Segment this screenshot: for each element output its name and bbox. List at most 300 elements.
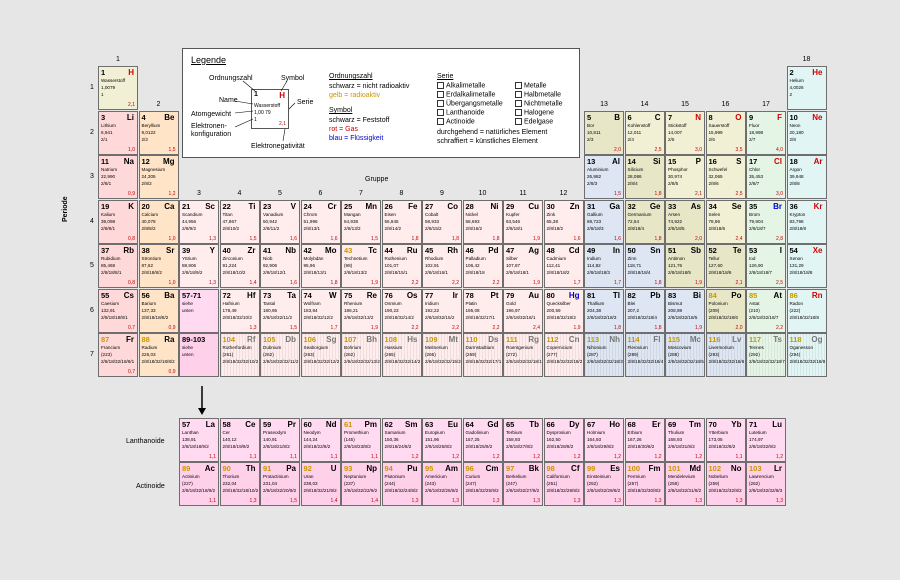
electronegativity: 1,9 (573, 324, 581, 331)
element-cell-fl (625, 333, 665, 377)
atomic-number: 14 (627, 157, 636, 166)
element-symbol: Re (366, 290, 377, 300)
electronegativity: 1,4 (330, 498, 338, 504)
element-name: Silicium (627, 167, 644, 172)
element-name: Lawrencium (749, 474, 774, 479)
element-cell-rb (98, 244, 138, 288)
element-cell-cs (98, 289, 138, 333)
atomic-mass: unten (182, 352, 194, 357)
atomic-mass: 127,60 (708, 263, 723, 268)
element-cell-re (341, 289, 381, 333)
electronegativity: 0,7 (128, 369, 135, 375)
element-symbol: Fl (653, 335, 661, 344)
atomic-number: 81 (587, 290, 596, 300)
atomic-number: 53 (749, 246, 758, 255)
electronegativity: 2,2 (452, 280, 459, 286)
element-symbol: Hg (568, 290, 580, 300)
atomic-number: 79 (506, 290, 515, 300)
element-symbol: Sg (326, 335, 337, 344)
atomic-number: 96 (465, 464, 474, 473)
element-symbol: Am (445, 464, 458, 473)
element-name: Europium (425, 430, 445, 435)
atomic-number: 87 (101, 335, 110, 344)
electron-configuration: 2/8/18/18/6 (708, 270, 732, 275)
atomic-number: 13 (587, 157, 596, 166)
electronegativity: 2,1 (735, 280, 743, 286)
electronegativity: 1,6 (290, 235, 297, 242)
atomic-mass: 58,693 (465, 218, 480, 224)
atomic-mass: (263) (303, 352, 315, 357)
element-symbol: Cu (528, 201, 539, 211)
electron-configuration: 2/6 (708, 136, 715, 142)
atomic-number: 89 (182, 464, 191, 473)
element-symbol: W (328, 290, 337, 300)
element-symbol: Fe (408, 201, 418, 211)
element-name: Tantal (263, 300, 276, 306)
element-symbol: Ca (164, 201, 175, 211)
element-symbol: Mo (324, 246, 337, 255)
electron-configuration: 2/8/18/27/8/2 (506, 444, 533, 449)
electron-configuration: 2/8/6 (708, 181, 719, 186)
atomic-number: 45 (425, 246, 434, 255)
atomic-mass: (262) (263, 352, 274, 357)
electron-configuration: 2/8/18/18/7 (749, 270, 772, 275)
electron-configuration: 2/8/18/32/32/18/2 (546, 359, 583, 364)
element-symbol: Sc (205, 201, 215, 211)
atomic-mass: 164,93 (587, 437, 602, 442)
atomic-number: 31 (587, 201, 596, 211)
element-cell-ta (260, 289, 300, 333)
electron-configuration: 2/8/18/32/18/8/2 (141, 359, 175, 364)
period-number: 7 (90, 351, 94, 358)
atomic-number: 89-103 (182, 335, 206, 344)
electronegativity: 0,9 (168, 369, 176, 375)
sample-name: Wasserstoff (254, 103, 281, 109)
element-name: Chrom (303, 211, 318, 217)
atomic-number: 51 (668, 246, 677, 255)
electronegativity: 0,9 (168, 324, 176, 331)
element-cell-tl (584, 289, 624, 333)
electronegativity: 1,8 (452, 235, 459, 242)
period-number: 4 (90, 217, 94, 225)
atomic-mass: (222) (789, 307, 801, 313)
element-cell-s (706, 155, 746, 199)
atomic-number: 75 (344, 290, 353, 300)
atomic-number: 35 (749, 201, 758, 211)
electronegativity: 1,1 (290, 454, 297, 460)
element-name: Platin (465, 300, 477, 306)
atomic-number: 90 (222, 464, 231, 473)
element-name: Lanthan (182, 430, 199, 435)
legend-series-right (515, 82, 563, 127)
element-cell-u (301, 462, 341, 506)
atomic-number: 20 (141, 201, 150, 211)
element-name: Thulium (668, 430, 685, 435)
electronegativity: 2,5 (654, 146, 662, 153)
element-name: Niob (263, 256, 273, 261)
atomic-mass: 50,942 (263, 218, 278, 224)
element-name: Blei (627, 300, 636, 306)
lanthanoide-label: Lanthanoide (126, 438, 165, 445)
electron-configuration: 2/8/18/32/25/8/2 (425, 488, 459, 493)
atomic-mass: 10,811 (587, 129, 601, 135)
element-symbol: Cr (327, 201, 337, 211)
atomic-number: 19 (101, 201, 110, 211)
electron-configuration: 2/8/18/32/9/2 (749, 444, 776, 449)
atomic-number: 60 (303, 420, 312, 429)
element-cell-ce (220, 418, 260, 462)
element-symbol: H (128, 68, 134, 77)
atomic-number: 17 (749, 157, 758, 166)
atomic-mass: 140,91 (263, 437, 278, 442)
atomic-number: 86 (789, 290, 798, 300)
atomic-mass: 107,87 (506, 263, 521, 268)
electron-configuration: 2/8/13/1 (303, 225, 321, 231)
element-cell-pd (463, 244, 503, 288)
element-symbol: Lv (732, 335, 742, 344)
atomic-number: 68 (627, 420, 636, 429)
element-symbol: Ga (609, 201, 620, 211)
electron-configuration: 2/8/18/32/12/2 (303, 314, 333, 320)
element-symbol: Th (245, 464, 256, 473)
element-symbol: Hs (407, 335, 418, 344)
electron-configuration: 2/8/18/32/32/18/3 (587, 359, 623, 364)
legend-series-item (515, 100, 563, 109)
element-name: Phosphor (668, 167, 688, 172)
atomic-mass: 85,468 (101, 263, 116, 268)
electron-configuration: 2/8/18/32/18/4 (627, 314, 657, 320)
electronegativity: 1,3 (411, 498, 419, 504)
atomic-mass: 112,41 (546, 263, 561, 268)
element-name: Stickstoff (668, 122, 687, 128)
legend-name: Name (219, 97, 238, 104)
element-cell-yb (706, 418, 746, 462)
element-cell-xe (787, 244, 827, 288)
atomic-mass: 174,97 (749, 437, 764, 442)
electronegativity: 3,0 (776, 191, 783, 197)
atomic-number: 108 (384, 335, 398, 344)
electron-configuration: 2/8/18/13/1 (303, 270, 327, 275)
period-number: 3 (90, 173, 94, 180)
element-symbol: Es (610, 464, 620, 473)
legend-series-label: Alkalimetalle (446, 82, 486, 90)
electronegativity: 1,6 (330, 235, 338, 242)
element-name: Germanium (627, 211, 652, 217)
electron-configuration: 2/8/18/32/32/10/2 (222, 359, 259, 364)
group-number: 3 (197, 189, 201, 197)
electronegativity: 1,2 (614, 454, 621, 460)
element-name: Helium (789, 78, 804, 83)
element-name: Bismut (668, 300, 683, 306)
atomic-mass: 226,03 (141, 352, 156, 357)
element-symbol: Os (406, 290, 418, 300)
electronegativity: 1,2 (654, 454, 662, 460)
atomic-mass: 114,82 (587, 263, 601, 268)
element-cell-cr (301, 200, 341, 244)
element-name: Holmium (587, 430, 606, 435)
element-cell-bk (503, 462, 543, 506)
electronegativity: 1,7 (573, 280, 581, 286)
electronegativity: 1,8 (492, 235, 500, 242)
atomic-mass: 87,62 (141, 263, 153, 268)
electron-configuration: 2/8/18/8 (789, 225, 807, 231)
atomic-mass: (287) (587, 352, 598, 357)
element-cell-pr (260, 418, 300, 462)
electron-configuration: 2/8/18/18 (465, 270, 485, 275)
element-name: Livermorium (708, 345, 734, 350)
atomic-number: 56 (141, 290, 150, 300)
atomic-number: 49 (587, 246, 596, 255)
atomic-mass: (210) (749, 307, 760, 313)
element-cell-he (787, 66, 827, 110)
atomic-mass: 91,224 (222, 263, 237, 268)
atomic-mass: 6,941 (101, 129, 113, 135)
element-cell-mg (139, 155, 179, 199)
electron-configuration: 2/8/18/32/15/2 (425, 314, 455, 320)
element-name: Zirconium (222, 256, 243, 261)
element-cell-be (139, 111, 179, 155)
electronegativity: 1,9 (695, 324, 702, 331)
element-symbol: Nb (285, 246, 296, 255)
electronegativity: 1,3 (249, 324, 257, 331)
electron-configuration: 2/8/18/32/31/8/2 (668, 488, 702, 493)
electron-configuration: 2/8/18/32/32/14/2 (384, 359, 421, 364)
atomic-mass: 140,12 (222, 437, 237, 442)
electronegativity: 1,4 (249, 280, 257, 286)
atomic-mass: (259) (708, 481, 720, 486)
electronegativity: 1,3 (492, 498, 500, 504)
electronegativity: 2,1 (695, 191, 702, 197)
legend-series-swatch (437, 118, 444, 125)
element-symbol: At (773, 290, 782, 300)
atomic-mass: 15,999 (708, 129, 723, 135)
legend-series-label: Halogene (524, 109, 554, 117)
atomic-number: 113 (587, 335, 600, 344)
atomic-mass: (277) (546, 352, 558, 357)
element-name: Thallium (587, 300, 605, 306)
atomic-mass: (272) (506, 352, 517, 357)
element-cell-w (301, 289, 341, 333)
atomic-number: 34 (708, 201, 717, 211)
element-name: Xenon (789, 256, 803, 261)
element-symbol: Nd (325, 420, 337, 429)
atomic-number: 115 (668, 335, 681, 344)
element-cell-sr (139, 244, 179, 288)
element-name: Astat (749, 300, 760, 306)
element-symbol: Pt (490, 290, 499, 300)
element-symbol: Lu (772, 420, 782, 429)
electron-configuration: 2/8/18/32/32/8/2 (708, 488, 742, 493)
atomic-number: 4 (141, 112, 146, 122)
electronegativity: 1,8 (654, 324, 662, 331)
element-symbol: Ir (452, 290, 458, 300)
electronegativity: 1,3 (533, 498, 540, 504)
group-number: 17 (762, 100, 770, 108)
atomic-mass: 208,98 (668, 307, 683, 313)
element-name: Zink (546, 211, 556, 217)
electronegativity: 1,5 (290, 324, 297, 331)
atomic-number: 41 (263, 246, 272, 255)
group-number: 11 (519, 189, 527, 197)
atomic-mass: (292) (749, 352, 760, 357)
electron-configuration: 2/8/18/32/20/9/2 (263, 488, 297, 493)
element-symbol: Ne (812, 112, 823, 122)
element-cell-fm (625, 462, 665, 506)
atomic-mass: 65,38 (546, 218, 558, 224)
atomic-mass: 157,25 (465, 437, 480, 442)
legend-series-label: Metalle (524, 82, 547, 90)
atomic-mass: (209) (708, 307, 720, 313)
element-cell-c (625, 111, 665, 155)
element-name: Wasserstoff (101, 78, 125, 83)
element-name: Rubidium (101, 256, 121, 261)
electronegativity: 1,0 (168, 235, 176, 242)
element-symbol: O (735, 112, 742, 122)
atomic-mass: 4,0026 (789, 85, 804, 90)
element-name: Polonium (708, 300, 728, 306)
electron-configuration: 2/8/18/32/18/7 (749, 314, 779, 320)
electronegativity: 1,6 (290, 280, 297, 286)
legend-sym-red: rot = Gas (329, 126, 358, 133)
atomic-mass: 207,2 (627, 307, 639, 313)
atomic-mass: (288) (668, 352, 679, 357)
electron-configuration: 2/1 (101, 136, 108, 142)
legend-series-swatch (437, 82, 444, 89)
element-name: Scandium (182, 211, 203, 217)
atomic-number: 62 (384, 420, 393, 429)
element-symbol: U (330, 464, 337, 473)
atomic-mass: 63,546 (506, 218, 521, 224)
electron-configuration: 2/8/18/18/2 (546, 270, 570, 275)
element-symbol: Pd (488, 246, 499, 255)
element-name: Palladium (465, 256, 486, 261)
atomic-number: 116 (708, 335, 721, 344)
element-symbol: Ti (248, 201, 256, 211)
atomic-number: 24 (303, 201, 312, 211)
electronegativity: 1,5 (249, 235, 257, 242)
atomic-mass: 150,36 (384, 437, 399, 442)
electron-configuration: 2/8/18/32/17/1 (465, 314, 495, 320)
electron-configuration: 2/8/18/22/8/2 (303, 444, 331, 449)
atomic-mass: 55,845 (384, 218, 399, 224)
atomic-number: 5 (587, 112, 592, 122)
element-cell-br (746, 200, 786, 244)
element-symbol: Hf (247, 290, 256, 300)
atomic-mass: (261) (222, 352, 234, 357)
element-cell-nd (301, 418, 341, 462)
element-symbol: Na (123, 157, 134, 166)
electronegativity: 1,7 (614, 280, 621, 286)
electronegativity: 1,1 (330, 454, 338, 460)
gruppe-label: Gruppe (365, 176, 389, 183)
electron-configuration: 2/8/18/24/8/2 (384, 444, 412, 449)
element-cell-ac (179, 462, 219, 506)
element-symbol: Rb (123, 246, 134, 255)
element-name: Neptunium (344, 474, 367, 479)
element-name: siehe (182, 300, 193, 306)
element-symbol: Tm (689, 420, 701, 429)
element-cell-lr (746, 462, 786, 506)
electron-configuration: 2/8/18/32/27/8/2 (506, 488, 540, 493)
element-cell-gd (463, 418, 503, 462)
element-name: Quecksilber (546, 300, 571, 306)
atomic-number: 47 (506, 246, 515, 255)
atomic-mass: (262) (749, 481, 760, 486)
atomic-number: 23 (263, 201, 272, 211)
element-cell-b (584, 111, 624, 155)
sample-num: 1 (254, 91, 258, 98)
element-name: Titan (222, 211, 233, 217)
electron-configuration: 2/8/18/18/5 (668, 270, 691, 275)
legend-series-label: Halbmetalle (524, 91, 561, 99)
atomic-mass: (227) (182, 481, 193, 486)
atomic-number: 74 (303, 290, 312, 300)
element-symbol: Au (528, 290, 539, 300)
element-symbol: Np (366, 464, 377, 473)
period-number: 1 (90, 84, 94, 91)
atomic-number: 7 (668, 112, 673, 122)
sample-en: 2,1 (279, 121, 286, 127)
electron-configuration: 2/8/18/25/8/2 (425, 444, 452, 449)
element-symbol: Ra (164, 335, 175, 344)
legend-series-item (437, 118, 503, 127)
element-name: Protactinium (263, 474, 289, 479)
atomic-mass: 102,91 (425, 263, 440, 268)
atomic-mass: 32,065 (708, 174, 723, 179)
atomic-number: 106 (303, 335, 317, 344)
element-cell-hf (220, 289, 260, 333)
electronegativity: 1,2 (411, 454, 419, 460)
element-symbol: Mn (365, 201, 377, 211)
atomic-number: 46 (465, 246, 474, 255)
electronegativity: 1,3 (249, 498, 257, 504)
element-name: Francium (101, 345, 121, 350)
element-cell-li (98, 111, 138, 155)
element-cell-nb (260, 244, 300, 288)
electron-configuration: 2/8/8/2 (141, 225, 156, 231)
atomic-number: 39 (182, 246, 191, 255)
element-cell-zr (220, 244, 260, 288)
legend-oz-head: Ordnungszahl (329, 73, 373, 80)
atomic-mass: 18,998 (749, 129, 764, 135)
element-symbol: He (812, 68, 823, 77)
element-name: Chlor (749, 167, 760, 172)
atomic-number: 73 (263, 290, 272, 300)
atomic-mass: unten (182, 307, 194, 313)
group-number: 14 (640, 100, 649, 108)
atomic-mass: 12,011 (627, 129, 642, 135)
electron-configuration: 2/8/18/21/8/2 (263, 444, 290, 449)
electronegativity: 1,2 (533, 454, 540, 460)
legend-symbol: Symbol (281, 75, 305, 82)
element-cell-tm (665, 418, 705, 462)
atomic-mass: 51,996 (303, 218, 318, 224)
atomic-number: 26 (384, 201, 393, 211)
atomic-mass: (252) (587, 481, 598, 486)
electron-configuration: 2/8/18/30/8/2 (627, 444, 655, 449)
element-symbol: Li (126, 112, 134, 122)
element-cell-h (98, 66, 138, 110)
atomic-number: 93 (344, 464, 353, 473)
element-cell-bi (665, 289, 705, 333)
atomic-number: 99 (587, 464, 596, 473)
element-cell-cd (544, 244, 584, 288)
legend-oz-black: schwarz = nicht radioaktiv (329, 83, 410, 90)
group-number: 1 (116, 56, 120, 63)
legend-atomgewicht: Atomgewicht (191, 111, 232, 118)
element-name: Lutetium (749, 430, 767, 435)
atomic-number: 107 (344, 335, 357, 344)
